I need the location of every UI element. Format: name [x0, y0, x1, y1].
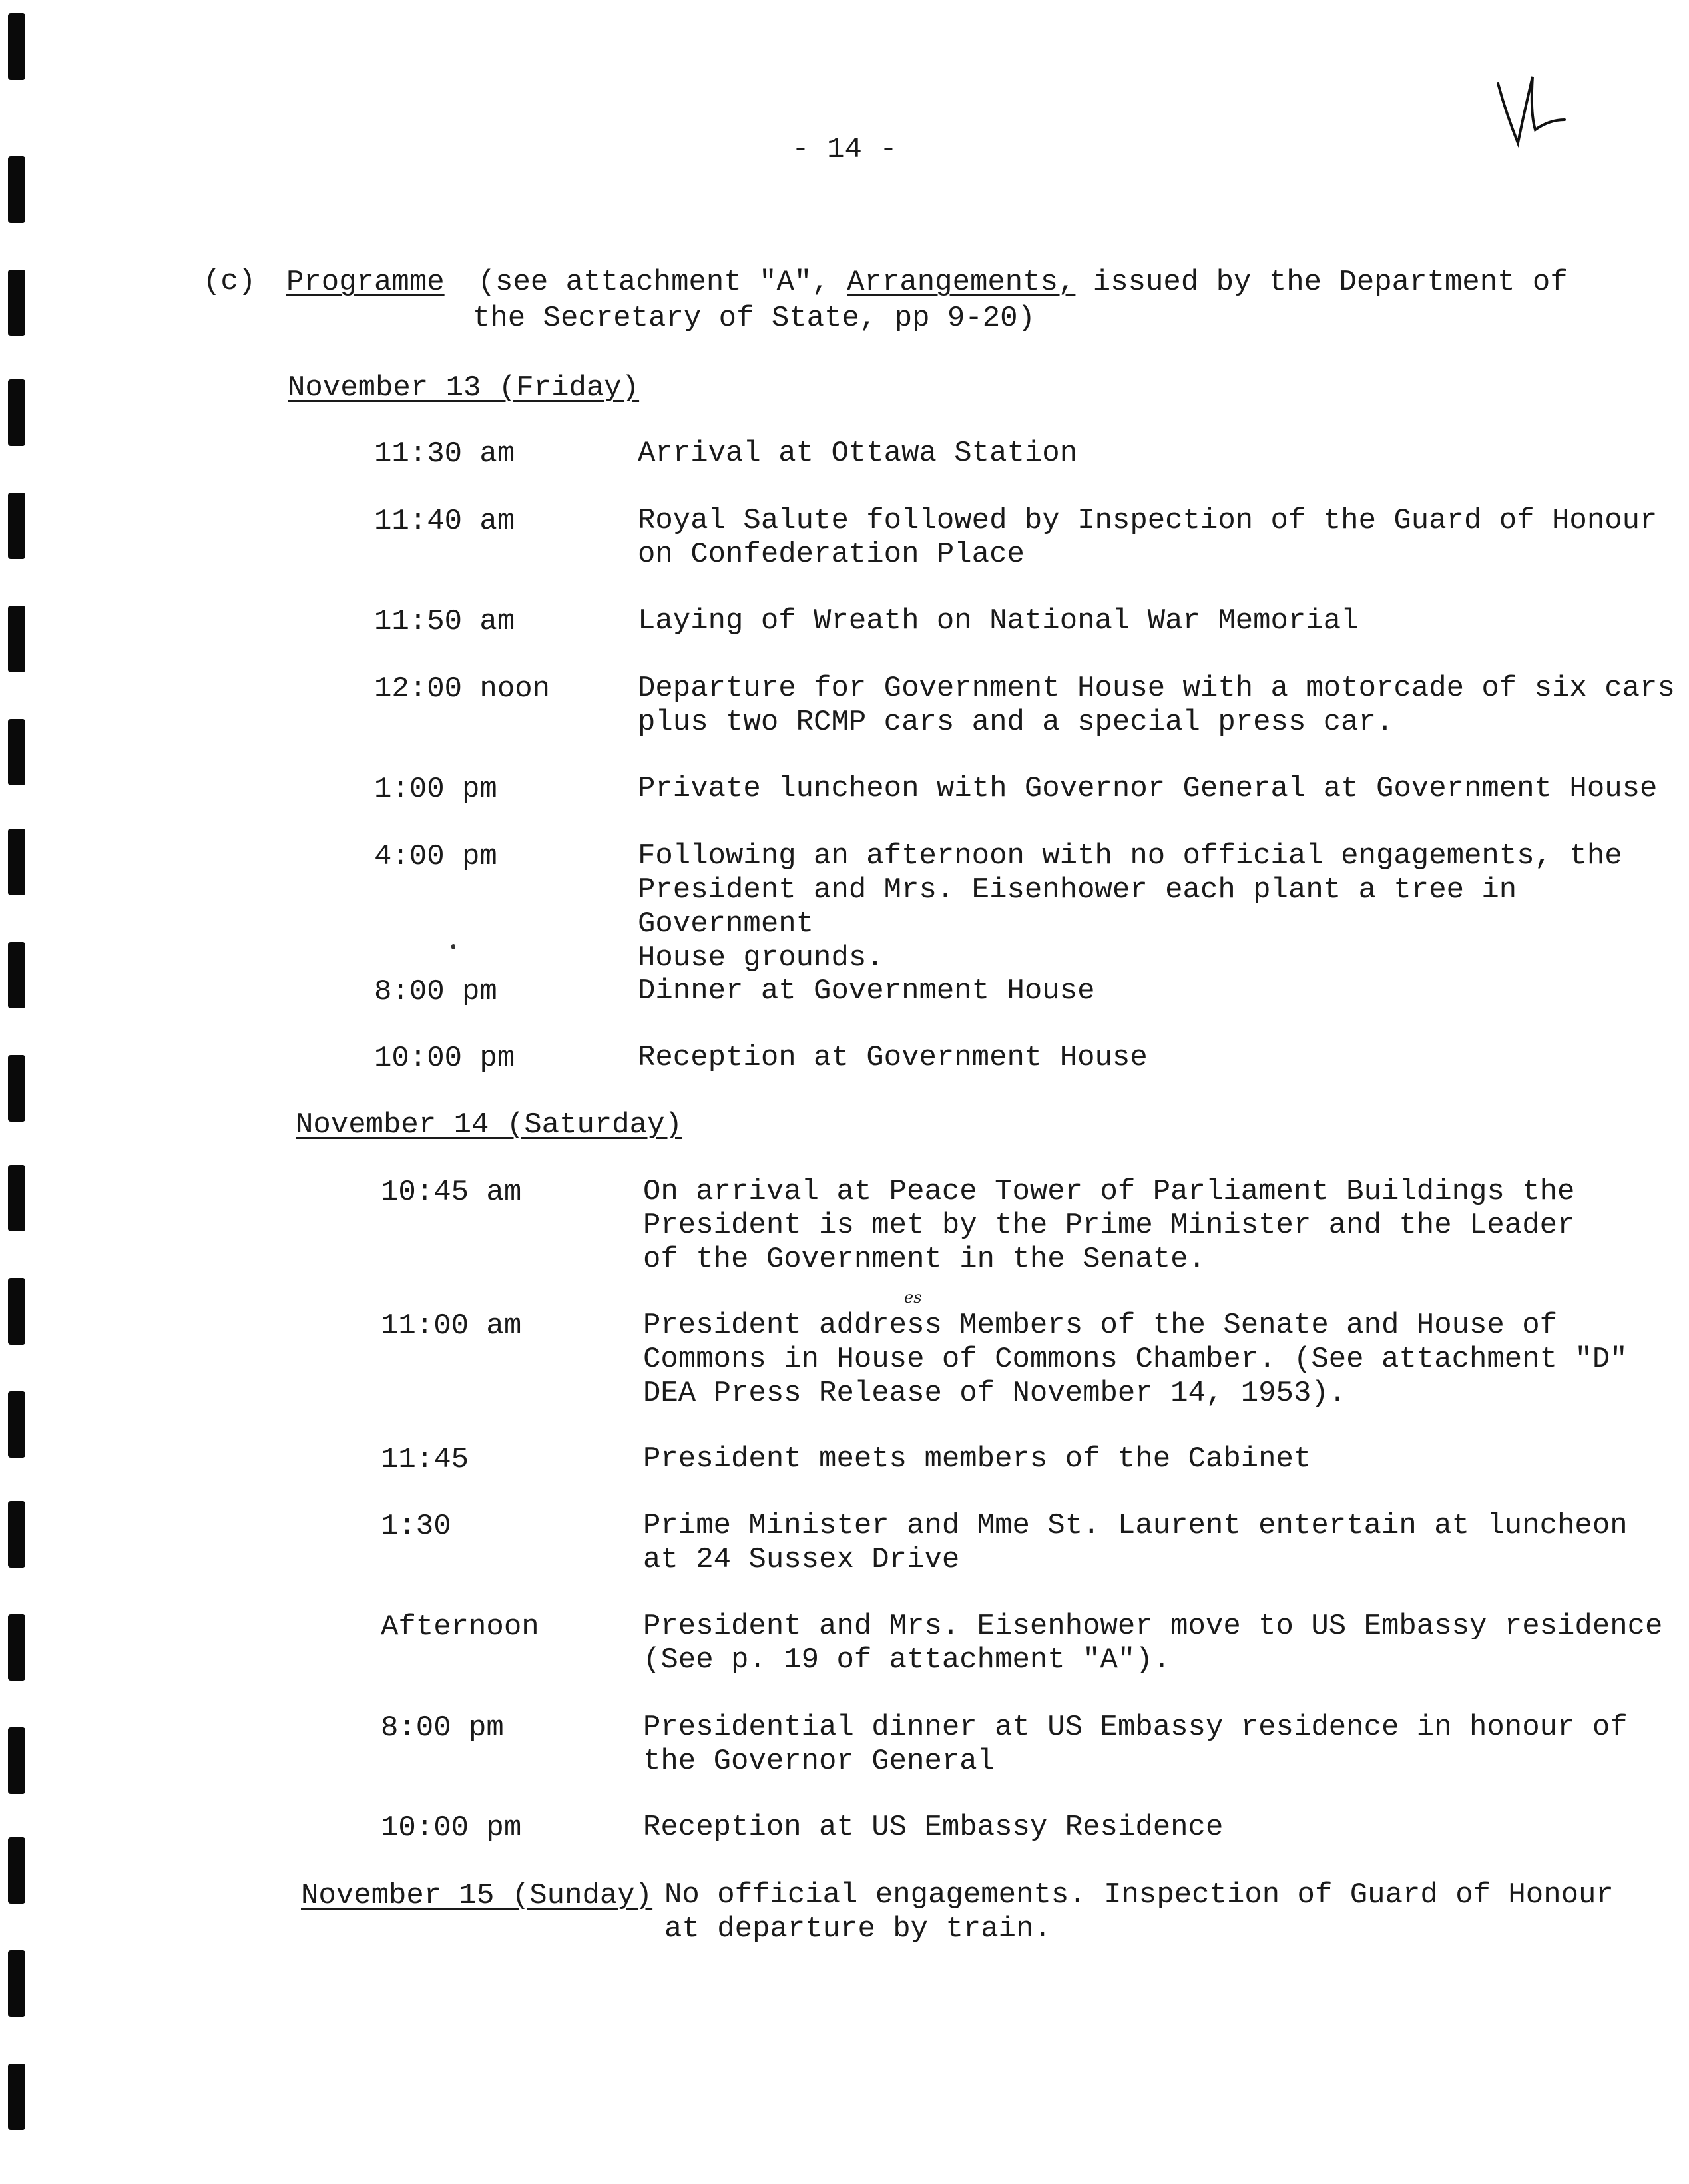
- event-time: Afternoon: [381, 1610, 539, 1643]
- event-time: 1:30: [381, 1510, 451, 1543]
- event-time: 11:30 am: [374, 437, 515, 471]
- intro-suffix: issued by the Department of: [1075, 266, 1568, 299]
- event-time: 8:00 pm: [374, 975, 497, 1008]
- binder-mark: [8, 1278, 25, 1345]
- binder-mark: [8, 1727, 25, 1794]
- binder-mark: [8, 719, 25, 785]
- binder-mark: [8, 606, 25, 672]
- day-desc: No official engagements. Inspection of Guard of Honour at departure by train.: [664, 1878, 1614, 1946]
- event-desc: Following an afternoon with no official engagements, the President and Mrs. Eisenhower each plant a tree in Government House grounds.: [638, 839, 1622, 975]
- binder-mark: [8, 942, 25, 1008]
- stray-mark: [451, 944, 455, 949]
- event-time: 4:00 pm: [374, 840, 497, 873]
- binder-mark: [8, 829, 25, 895]
- event-desc: Private luncheon with Governor General at Government House: [638, 772, 1658, 805]
- handwritten-initials: [1491, 70, 1571, 156]
- binder-mark: [8, 156, 25, 223]
- event-time: 12:00 noon: [374, 672, 551, 706]
- intro-prefix: (see attachment "A",: [477, 266, 847, 299]
- handwritten-insert: es: [904, 1288, 922, 1307]
- programme-intro-line-1: [286, 265, 1568, 300]
- event-desc: President meets members of the Cabinet: [643, 1442, 1312, 1476]
- binder-mark: [8, 1950, 25, 2017]
- day-heading: November 13 (Friday): [288, 371, 640, 405]
- event-desc: President address Members of the Senate and House of Commons in House of Commons Chamber. (See attachment "D" DEA Press Release of November 14, 1953).: [643, 1309, 1628, 1410]
- event-desc: On arrival at Peace Tower of Parliament Buildings the President is met by the Prime Minister and the Leader of the Government in the Senate.: [643, 1175, 1575, 1276]
- binder-mark: [8, 13, 25, 80]
- section-label: (c): [203, 265, 256, 298]
- event-time: 11:40 am: [374, 505, 515, 538]
- event-time: 1:00 pm: [374, 773, 497, 806]
- event-desc: Departure for Government House with a motorcade of six cars plus two RCMP cars and a special press car.: [638, 672, 1675, 739]
- event-time: 10:00 pm: [381, 1811, 522, 1845]
- event-desc: Arrival at Ottawa Station: [638, 437, 1078, 470]
- event-desc: Prime Minister and Mme St. Laurent entertain at luncheon at 24 Sussex Drive: [643, 1509, 1628, 1576]
- programme-heading: Programme: [286, 266, 445, 299]
- page-number: - 14 -: [792, 133, 897, 166]
- event-desc: Reception at Government House: [638, 1041, 1148, 1074]
- arrangements-title: Arrangements,: [847, 266, 1076, 299]
- binder-mark: [8, 379, 25, 446]
- event-desc: Presidential dinner at US Embassy residence in honour of the Governor General: [643, 1711, 1628, 1778]
- binder-mark: [8, 1614, 25, 1681]
- event-time: 11:50 am: [374, 605, 515, 638]
- event-time: 10:00 pm: [374, 1042, 515, 1075]
- event-time: 11:45: [381, 1443, 469, 1476]
- binder-mark: [8, 1391, 25, 1458]
- event-time: 11:00 am: [381, 1309, 522, 1343]
- event-desc: Dinner at Government House: [638, 975, 1095, 1008]
- binder-mark: [8, 1055, 25, 1122]
- binder-mark: [8, 1501, 25, 1568]
- day-heading: November 15 (Sunday): [301, 1879, 653, 1912]
- event-desc: Royal Salute followed by Inspection of the Guard of Honour on Confederation Place: [638, 504, 1658, 571]
- event-desc: President and Mrs. Eisenhower move to US Embassy residence (See p. 19 of attachment "A").: [643, 1610, 1663, 1677]
- programme-intro-line-2: the Secretary of State, pp 9-20): [473, 302, 1035, 335]
- event-time: 8:00 pm: [381, 1711, 504, 1745]
- binder-mark: [8, 2064, 25, 2130]
- day-heading: November 14 (Saturday): [296, 1108, 682, 1142]
- binder-mark: [8, 270, 25, 336]
- binder-mark: [8, 493, 25, 559]
- event-time: 10:45 am: [381, 1176, 522, 1209]
- binder-mark: [8, 1165, 25, 1231]
- event-desc: Laying of Wreath on National War Memorial: [638, 604, 1359, 638]
- binder-mark: [8, 1837, 25, 1904]
- event-desc: Reception at US Embassy Residence: [643, 1811, 1224, 1844]
